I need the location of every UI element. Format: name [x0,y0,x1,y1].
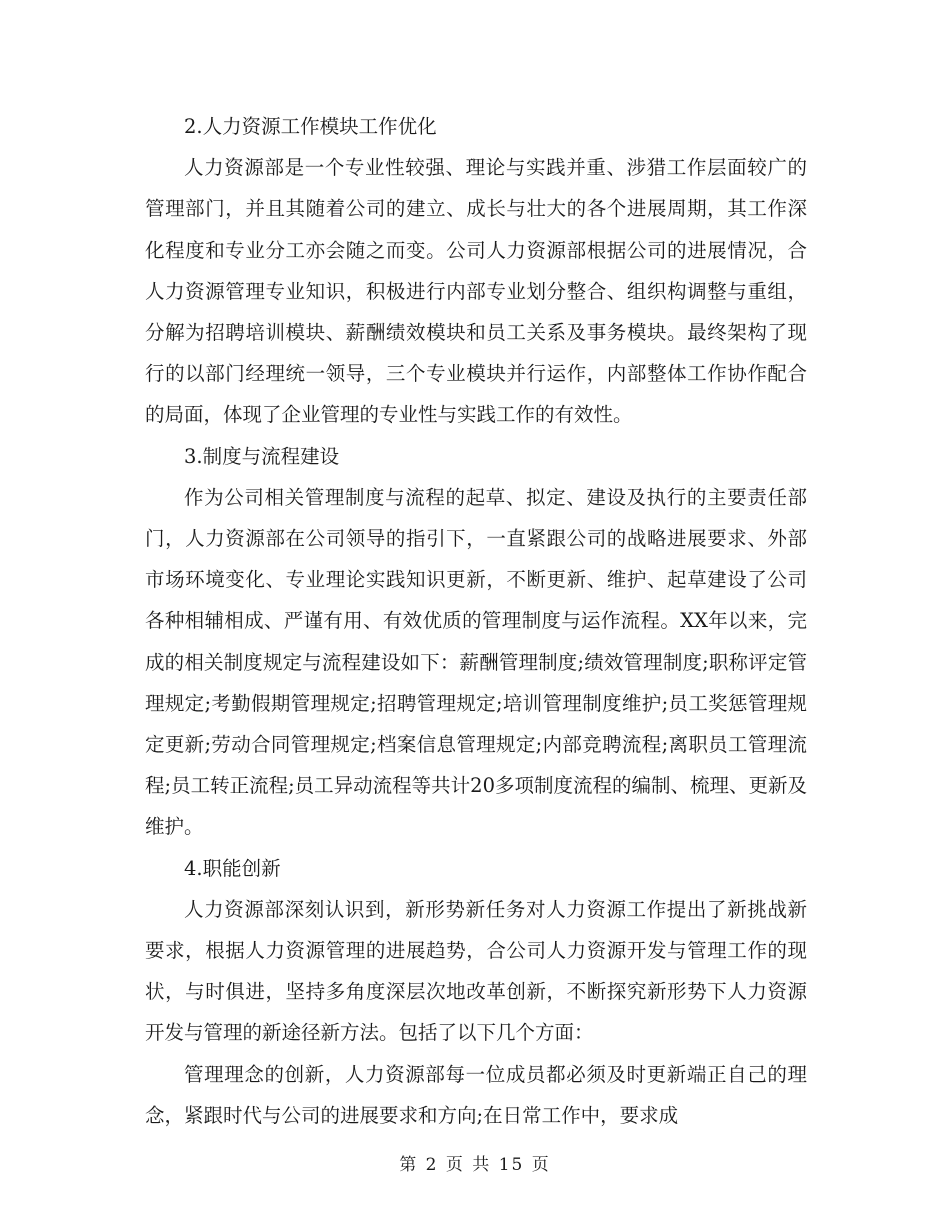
section-paragraph-2: 人力资源部是一个专业性较强、理论与实践并重、涉猎工作层面较广的管理部门，并且其随着公司的建立、成长与壮大的各个进展周期，其工作深化程度和专业分工亦会随之而变。公司人力资源部根据公司的进展情况，合人力资源管理专业知识，积极进行内部专业划分整合、组织构调整与重组，分解为招聘培训模块、薪酬绩效模块和员工关系及事务模块。最终架构了现行的以部门经理统一领导，三个专业模块并行运作，内部整体工作协作配合的局面，体现了企业管理的专业性与实践工作的有效性。 [145,156,807,427]
page-number-footer: 第 2 页 共 15 页 [399,1155,551,1175]
section-heading-3: 3.制度与流程建设 [184,444,340,468]
section-paragraph-4a: 人力资源部深刻认识到，新形势新任务对人力资源工作提出了新挑战新要求，根据人力资源管理的进展趋势，合公司人力资源开发与管理工作的现状，与时俱进，坚持多角度深层次地改革创新，不断探究新形势下人力资源开发与管理的新途径新方法。包括了以下几个方面： [145,897,807,1045]
section-paragraph-4b: 管理理念的创新，人力资源部每一位成员都必须及时更新端正自己的理念，紧跟时代与公司的进展要求和方向;在日常工作中，要求成 [145,1062,807,1127]
section-paragraph-3: 作为公司相关管理制度与流程的起草、拟定、建设及执行的主要责任部门，人力资源部在公司领导的指引下，一直紧跟公司的战略进展要求、外部市场环境变化、专业理论实践知识更新，不断更新、维护、起草建设了公司各种相辅相成、严谨有用、有效优质的管理制度与运作流程。XX年以来，完成的相关制度规定与流程建设如下：薪酬管理制度;绩效管理制度;职称评定管理规定;考勤假期管理规定;招聘管理规定;培训管理制度维护;员工奖惩管理规定更新;劳动合同管理规定;档案信息管理规定;内部竞聘流程;离职员工管理流程;员工转正流程;员工异动流程等共计20多项制度流程的编制、梳理、更新及维护。 [145,485,807,839]
document-body [145,106,807,1136]
section-heading-2: 2.人力资源工作模块工作优化 [184,115,437,138]
section-heading-4: 4.职能创新 [184,856,281,880]
